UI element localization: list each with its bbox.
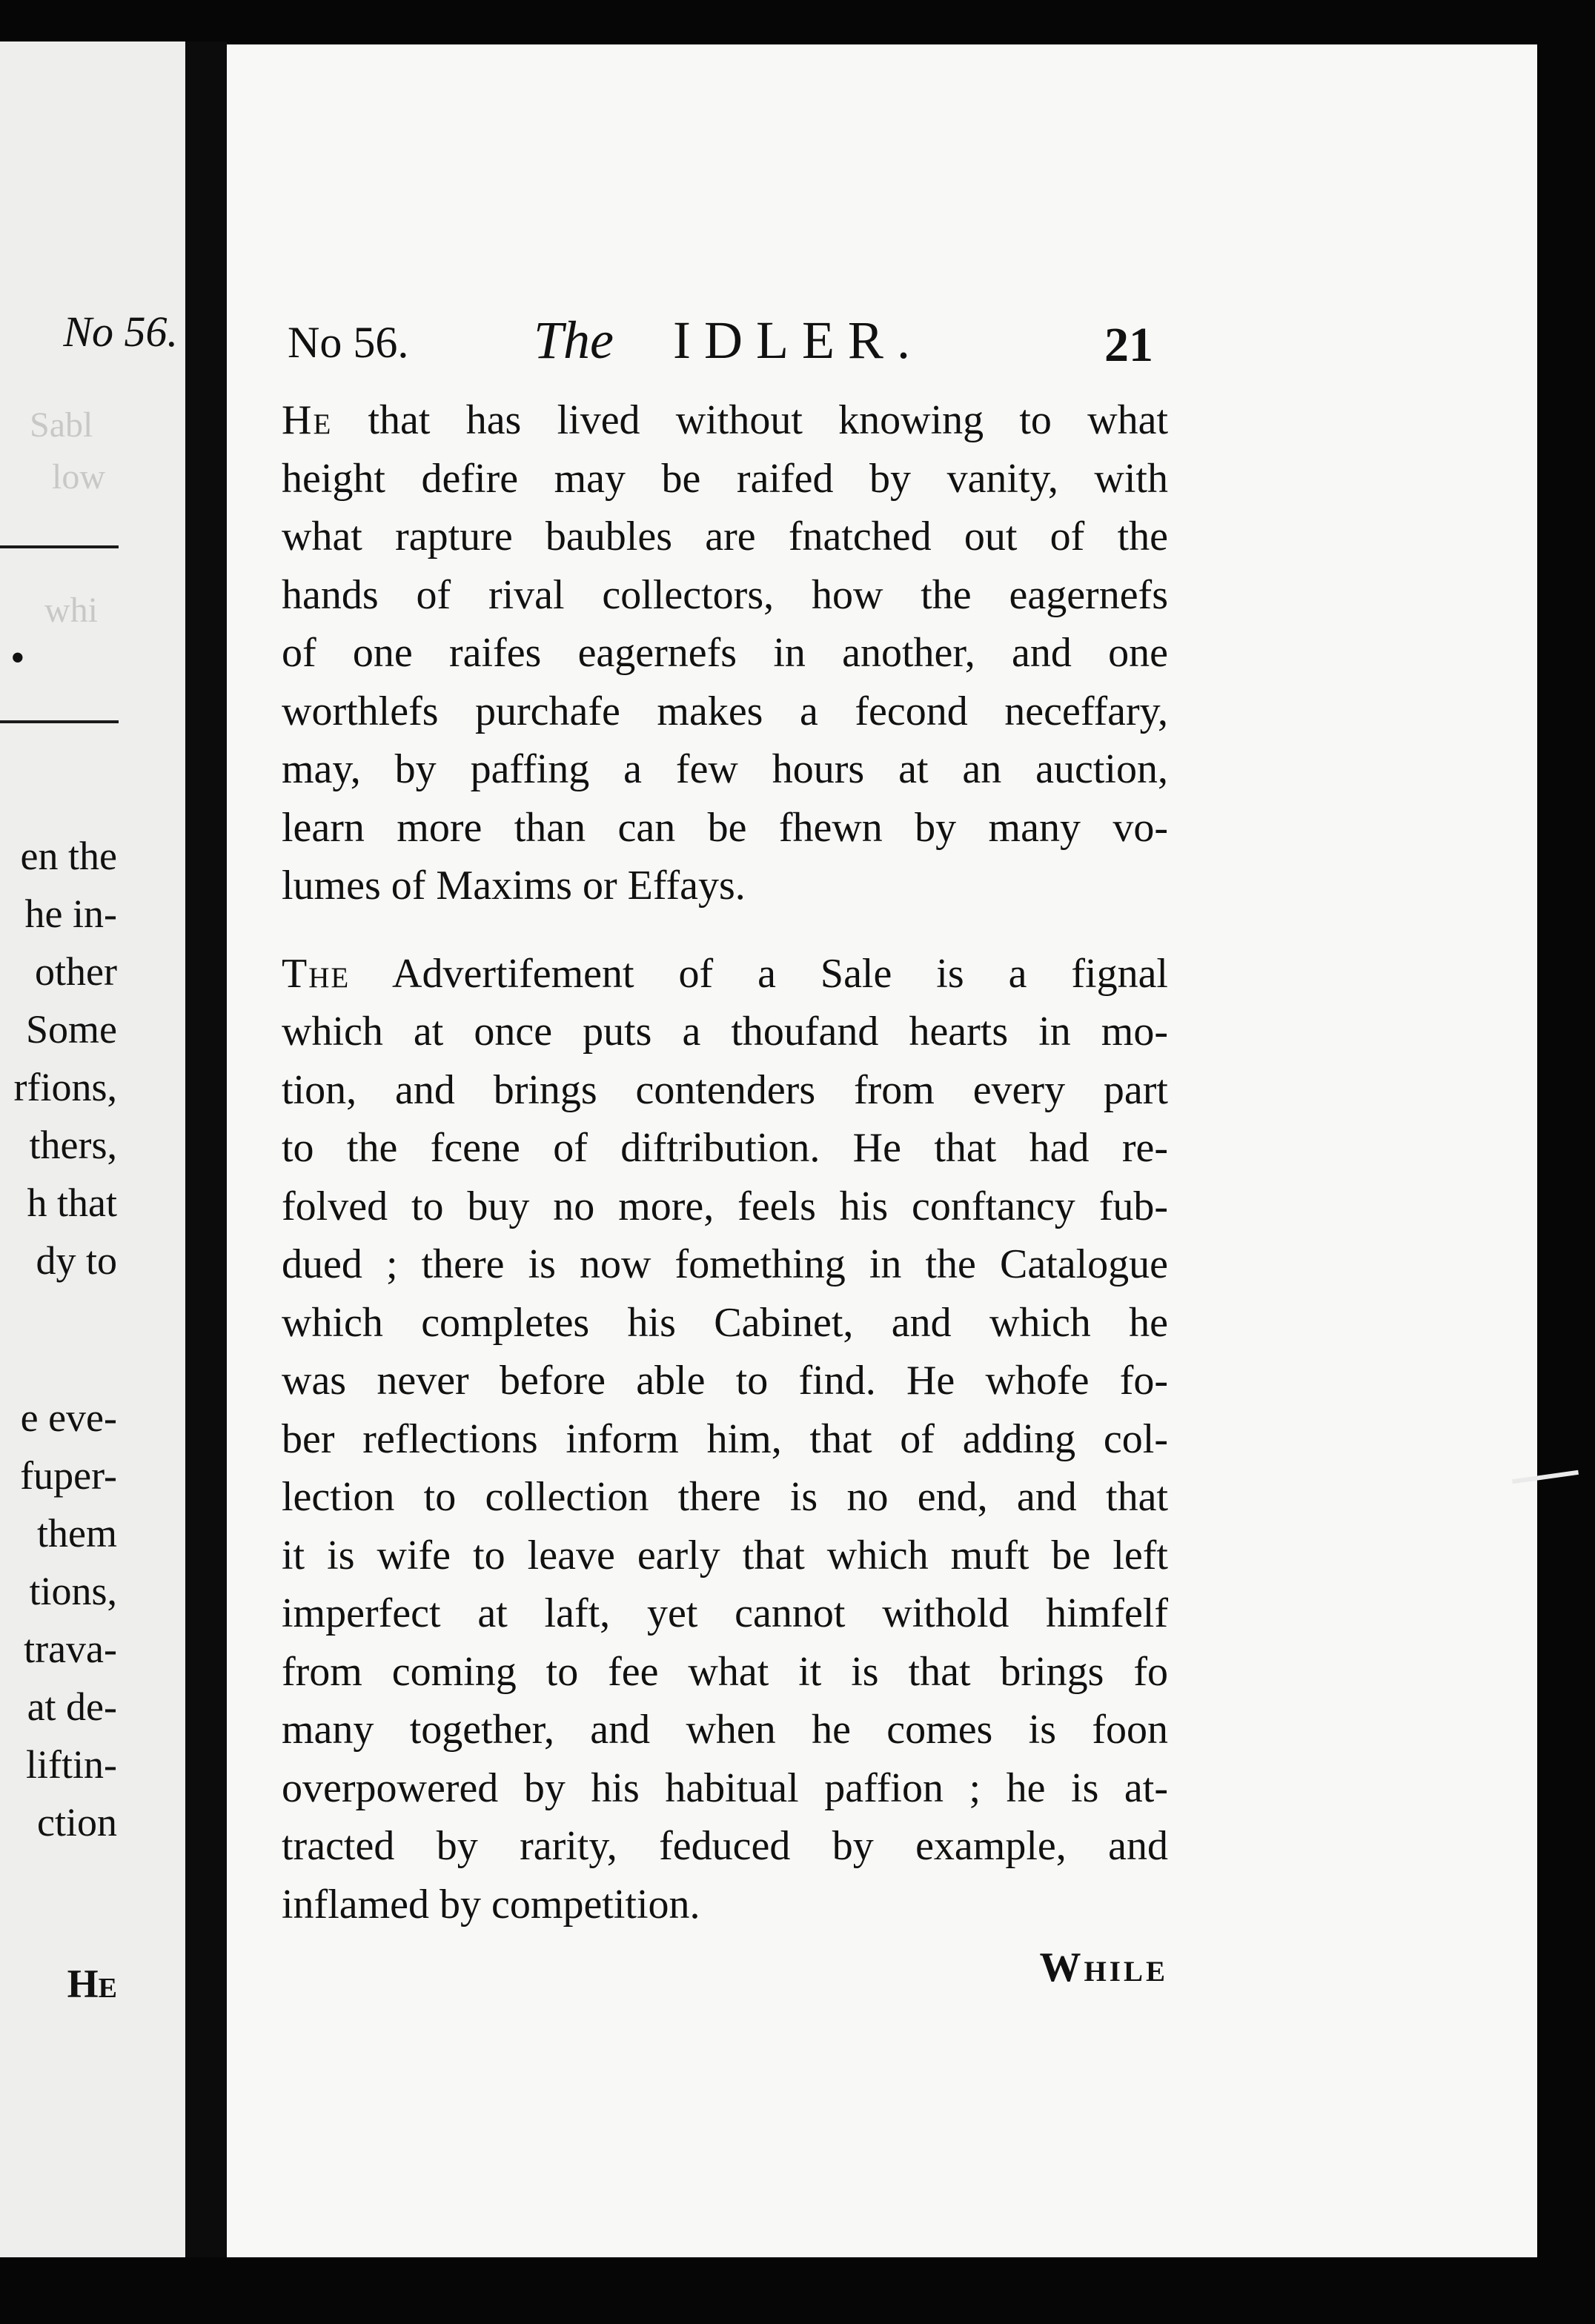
left-page-line: tions, (29, 1569, 117, 1613)
text-line: hands of rival collectors, how the eagernefs (282, 571, 1168, 618)
left-page-line: trava- (24, 1627, 117, 1671)
left-page-line: ction (37, 1800, 117, 1845)
left-page-line: dy to (36, 1238, 117, 1283)
text-line: tracted by rarity, feduced by example, and (282, 1823, 1168, 1869)
left-page-line: h that (27, 1181, 117, 1225)
book-gutter (185, 42, 227, 2257)
text-line: dued ; there is now fomething in the Catalogue (282, 1241, 1168, 1287)
left-page-catchword: He (67, 1962, 117, 2006)
left-page-line: thers, (29, 1123, 117, 1167)
page-text-block (282, 310, 1168, 1991)
header-the: The (534, 311, 614, 370)
text-line: it is wife to leave early that which muft be left (282, 1532, 1168, 1578)
paragraph (282, 945, 1168, 1934)
text-line: inflamed by competition. (282, 1881, 700, 1928)
page-number: 21 (1104, 318, 1153, 372)
left-page-line: them (37, 1511, 117, 1556)
bleed-through-text: low (52, 457, 105, 497)
left-page-line: he in- (24, 892, 117, 936)
left-page-line: other (35, 949, 117, 994)
lead-word: The (282, 950, 351, 997)
running-head-title: IDLER. (673, 311, 923, 370)
text-line: what rapture baubles are fnatched out of the (282, 514, 1168, 560)
text-line: to the fcene of diftribution. He that had re- (282, 1125, 1168, 1171)
text-line: imperfect at laft, yet cannot withold himfelf (282, 1590, 1168, 1636)
issue-number: No 56. (288, 318, 409, 367)
text-line: which completes his Cabinet, and which he (282, 1299, 1168, 1346)
text-line: learn more than can be fhewn by many vo- (282, 804, 1168, 851)
left-page-line: liftin- (26, 1742, 117, 1787)
bleed-through-text: whi (44, 591, 98, 630)
text-line: He that has lived without knowing to what (282, 397, 1168, 443)
left-page-rule (0, 720, 119, 723)
text-line: tion, and brings contenders from every part (282, 1066, 1168, 1113)
left-page-line: en the (20, 834, 117, 878)
text-line: was never before able to find. He whofe fo- (282, 1358, 1168, 1404)
text-line: lection to collection there is no end, and that (282, 1474, 1168, 1520)
left-page-text (0, 827, 117, 1851)
running-header (282, 310, 1168, 391)
left-page-mark: • (10, 635, 25, 681)
text-line: worthlefs purchafe makes a fecond neceffary, (282, 688, 1168, 734)
text-line: from coming to fee what it is that brings fo (282, 1648, 1168, 1695)
text-line: lumes of Maxims or Effays. (282, 863, 746, 909)
left-page-rule (0, 545, 119, 548)
left-page-line: at de- (27, 1684, 117, 1729)
left-page-fragment (0, 42, 185, 2257)
left-page-header: No 56. (63, 308, 178, 356)
text-line: may, by paffing a few hours at an auction, (282, 746, 1168, 792)
paragraph (282, 391, 1168, 915)
left-page-line: Some (25, 1007, 117, 1052)
left-page-line: e eve- (20, 1395, 117, 1440)
bleed-through-text: Sabl (30, 405, 93, 445)
lead-word: He (282, 397, 333, 443)
catchword: While (1039, 1945, 1168, 1991)
text-line: The Advertifement of a Sale is a fignal (282, 950, 1168, 997)
text-line: many together, and when he comes is foon (282, 1707, 1168, 1753)
text-line: folved to buy no more, feels his conftancy fub- (282, 1183, 1168, 1229)
text-line: which at once puts a thoufand hearts in mo- (282, 1009, 1168, 1055)
text-line: ber reflections inform him, that of adding col- (282, 1415, 1168, 1462)
left-page-line: rfions, (13, 1065, 117, 1109)
text-line: overpowered by his habitual paffion ; he is at- (282, 1764, 1168, 1811)
left-page-line: fuper- (20, 1453, 117, 1498)
text-line: height defire may be raifed by vanity, with (282, 455, 1168, 502)
text-line: of one raifes eagernefs in another, and one (282, 630, 1168, 676)
